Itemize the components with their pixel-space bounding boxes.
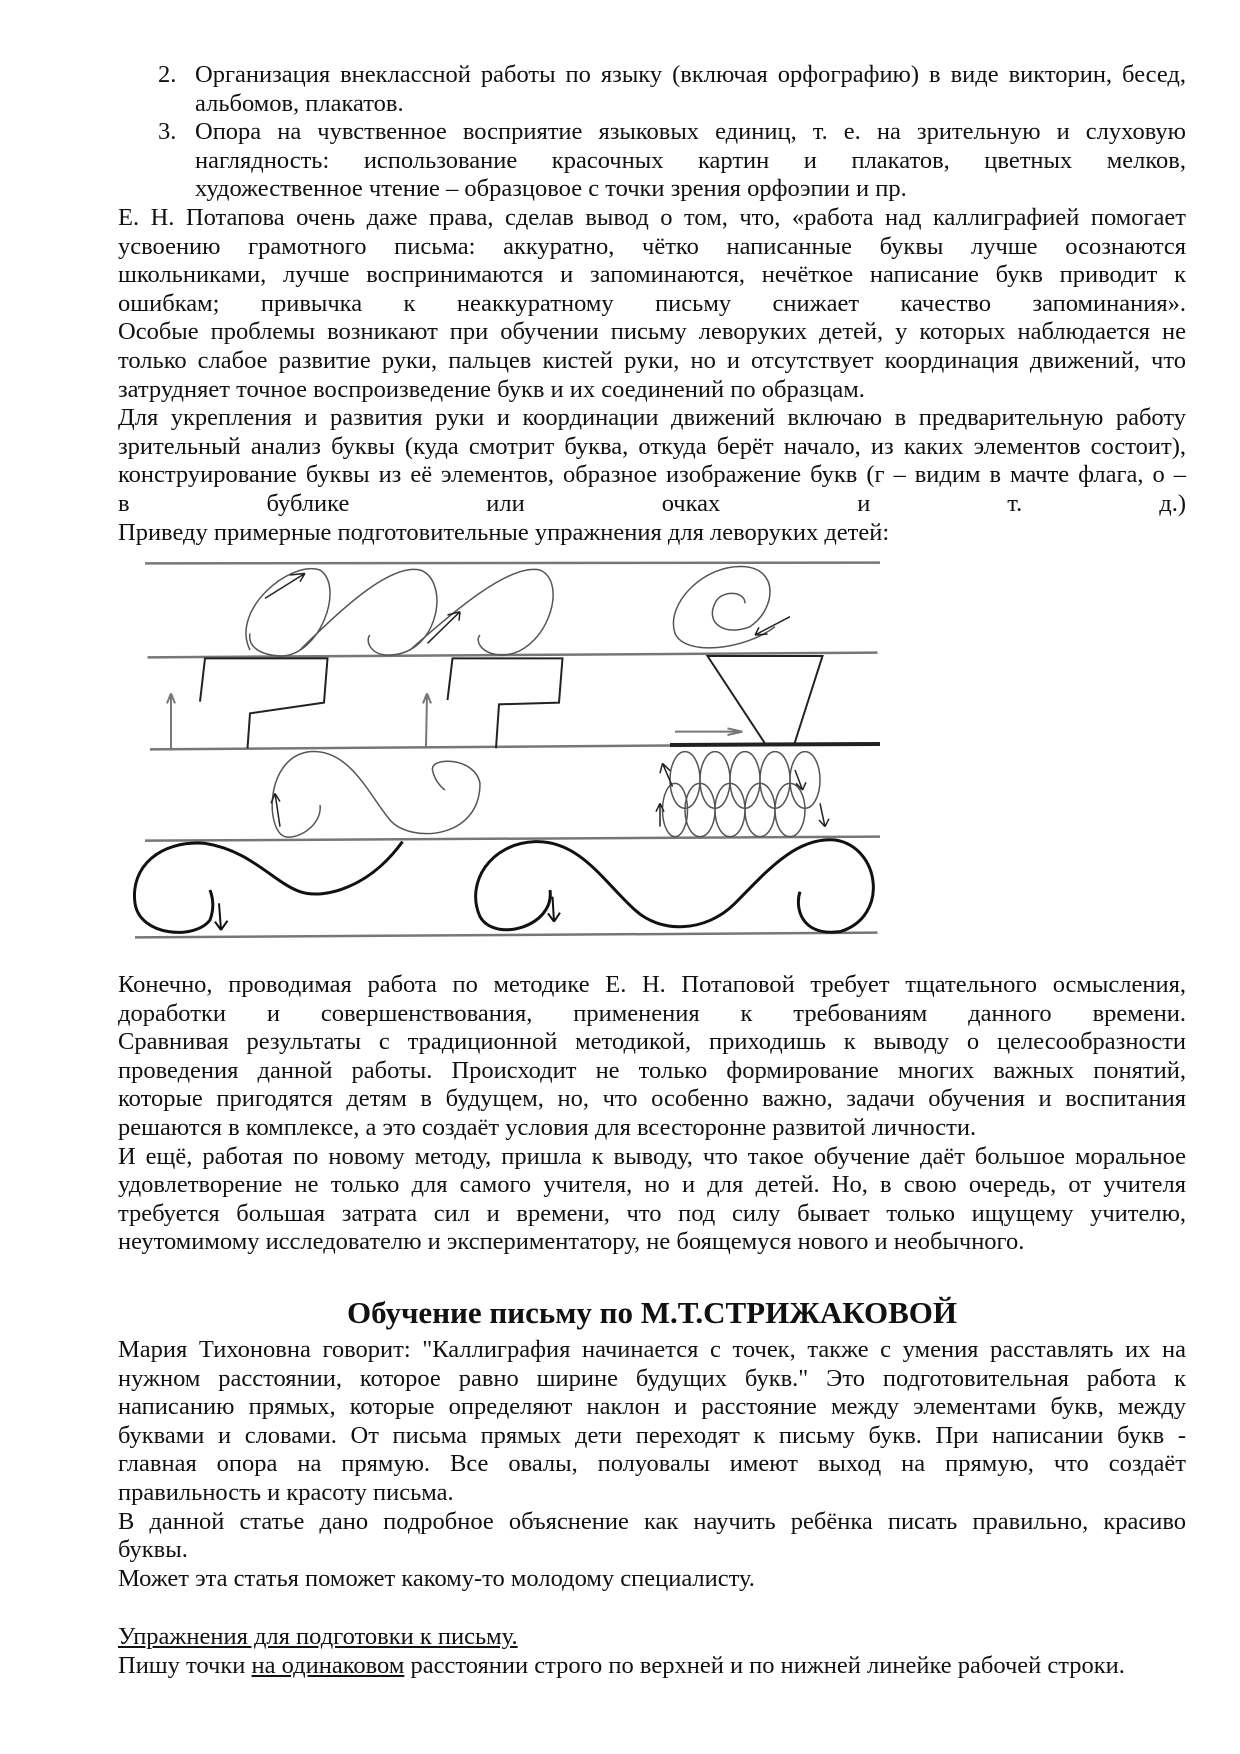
section-strizhakova [118, 1336, 1186, 1593]
arrow-icon [428, 612, 461, 644]
ruling-line [145, 563, 880, 564]
text-line: решаются в комплексе, а это создаёт условия для всесторонне развитой личности. [118, 1113, 977, 1141]
text-line: неутомимому исследователю и экспериментатору, не боящемуся нового и необычного. [118, 1228, 1025, 1256]
steps-row [167, 656, 880, 748]
final-line [118, 1652, 1186, 1681]
text-line: удовлетворение не только для самого учителя, но и для детей. Но, в свою очередь, от учителя [118, 1171, 1186, 1199]
text-line: главная опора на прямую. Все овалы, полуовалы имеют выход на прямую, что создаёт [118, 1450, 1186, 1478]
text-line: Может эта статья поможет какому-то молодому специалисту. [118, 1564, 755, 1592]
list-number: 3. [158, 118, 177, 146]
text-line: буквы. [118, 1536, 188, 1564]
curls-row [134, 840, 873, 933]
paragraph [118, 1143, 1186, 1257]
text-line: ошибкам; привычка к неаккуратному письму снижает качество запоминания». [118, 289, 1186, 317]
section-conclusion [118, 971, 1186, 1257]
loops-row [246, 566, 790, 656]
text-line: В данной статье дано подробное объяснение как научить ребёнка писать правильно, красиво [118, 1507, 1186, 1535]
paragraph [118, 1508, 1186, 1565]
arrow-down-icon [215, 903, 228, 930]
text-line: школьниками, лучше воспринимаются и запоминаются, нечёткое написание букв приводит к [118, 261, 1186, 289]
text-line: наглядность: использование красочных картин и плакатов, цветных мелков, [195, 146, 1186, 174]
handwriting-exercise-figure [130, 550, 910, 980]
section-intro [118, 61, 1186, 547]
arrow-up-icon [167, 693, 175, 748]
text-line: художественное чтение – образцовое с точки зрения орфоэпии и пр. [195, 175, 907, 203]
paragraph [118, 1565, 1186, 1594]
text-line: только слабое развитие руки, пальцев кистей руки, но и отсутствует координация движений, что [118, 346, 1186, 374]
text-line: в бублике или очках и т. д.) [118, 489, 1186, 517]
text-line: Приведу примерные подготовительные упражнения для леворуких детей: [118, 518, 890, 546]
list-item [118, 61, 1186, 118]
text-line: правильность и красоту письма. [118, 1478, 454, 1506]
text-line: конструирование буквы из её элементов, образное изображение букв (г – видим в мачте флага, о – [118, 461, 1186, 489]
arrow-icon [819, 803, 829, 826]
text-line: Особые проблемы возникают при обучении письму леворуких детей, у которых наблюдается не [118, 318, 1186, 346]
text-line: написанию прямых, которые определяют наклон и расстояние между элементами букв, между [118, 1393, 1186, 1421]
text-line: Конечно, проводимая работа по методике Е. Н. Потаповой требует тщательного осмысления, [118, 971, 1186, 998]
text: расстоянии строго по верхней и по нижней линейке рабочей строки. [404, 1651, 1125, 1679]
ruling-lines [135, 563, 880, 938]
paragraph [118, 519, 1186, 548]
underlined-text: на одинаковом [251, 1651, 405, 1679]
paragraph [118, 971, 1186, 1143]
text-line: альбомов, плакатов. [195, 89, 404, 117]
text-line: Сравнивая результаты с традиционной методикой, приходишь к выводу о целесообразности [118, 1028, 1186, 1056]
text-line: Для укрепления и развития руки и координации движений включаю в предварительную работу [118, 404, 1186, 432]
list-item [118, 118, 1186, 204]
arrow-up-icon [423, 693, 431, 746]
list-number: 2. [158, 61, 177, 88]
waves-row [271, 752, 829, 838]
exercises-section [118, 1623, 1186, 1680]
arrow-right-icon [675, 728, 743, 735]
ruling-line [135, 933, 878, 938]
text-line: нужном расстоянии, которое равно ширине будущих букв." Это подготовительная работа к [118, 1364, 1186, 1392]
section-heading: Обучение письму по М.Т.СТРИЖАКОВОЙ [347, 1295, 957, 1330]
paragraph [118, 204, 1186, 404]
text-line: Организация внеклассной работы по языку (включая орфографию) в виде викторин, бесед, [195, 61, 1186, 88]
subheading: Упражнения для подготовки к письму. [118, 1623, 518, 1650]
text-line: зрительный анализ буквы (куда смотрит буква, откуда берёт начало, из каких элементов состоит), [118, 432, 1186, 460]
text-line: которые пригодятся детям в будущем, но, что особенно важно, задачи обучения и воспитания [118, 1085, 1186, 1113]
text-line: И ещё, работая по новому методу, пришла к выводу, что такое обучение даёт большое моральное [118, 1142, 1186, 1170]
ruling-line [145, 837, 880, 841]
paragraph [118, 1336, 1186, 1508]
text-line: Опора на чувственное восприятие языковых единиц, т. е. на зрительную и слуховую [195, 118, 1186, 146]
text-line: буквами и словами. От письма прямых дети переходят к письму букв. При написании букв - [118, 1421, 1186, 1449]
text-line: Мария Тихоновна говорит: "Каллиграфия начинается с точек, также с умения расставлять их на [118, 1336, 1186, 1363]
text-line: усвоению грамотного письма: аккуратно, чётко написанные буквы лучше осознаются [118, 232, 1186, 260]
text-line: требуется большая затрата сил и времени, что под силу бывает только ищущему учителю, [118, 1199, 1186, 1227]
figure-eight-chain [663, 752, 821, 837]
paragraph [118, 404, 1186, 518]
text: Пишу точки [118, 1651, 252, 1679]
text-line: затрудняет точное воспроизведение букв и их соединений по образцам. [118, 375, 865, 403]
text-line: Е. Н. Потапова очень даже права, сделав вывод о том, что, «работа над каллиграфией помогает [118, 203, 1186, 231]
arrow-icon [755, 617, 790, 635]
text-line: проведения данной работы. Происходит не только формирование многих важных понятий, [118, 1056, 1186, 1084]
text-line: доработки и совершенствования, применения к требованиям данного времени. [118, 999, 1186, 1027]
